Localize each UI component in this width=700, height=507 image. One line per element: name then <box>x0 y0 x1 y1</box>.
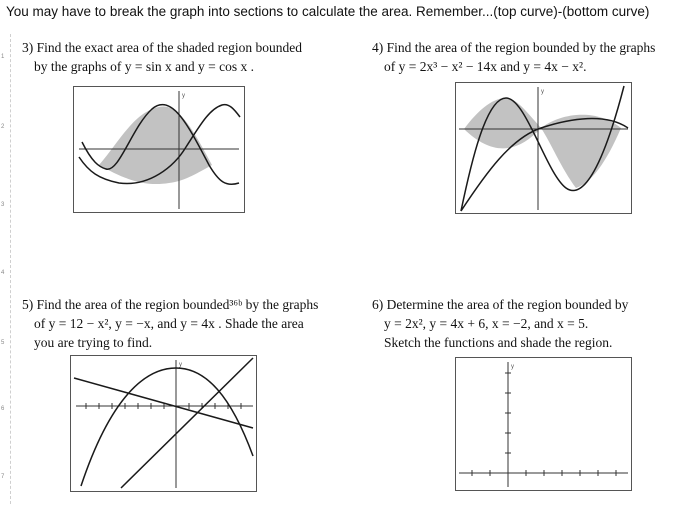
axis-label-y: y <box>179 362 182 368</box>
problem-line: you are trying to find. <box>34 335 153 350</box>
problem-3-graph <box>73 86 245 213</box>
problem-line: of y = 12 − x², y = −x, and y = 4x . Shade the area <box>34 316 304 331</box>
problem-line: of y = 2x³ − x² − 14x and y = 4x − x². <box>384 59 587 74</box>
problem-6-text <box>372 295 628 352</box>
problem-4-graph <box>455 82 632 214</box>
ruler-mark: 3 <box>1 202 5 208</box>
problem-line: Find the area of the region bounded by the graphs <box>386 40 656 55</box>
problem-5-graph <box>70 355 257 492</box>
ruler-mark: 1 <box>1 54 5 60</box>
problem-6-graph <box>455 357 632 491</box>
parabola-curve <box>81 368 253 486</box>
problem-number: 6) <box>372 297 384 312</box>
instruction-banner: You may have to break the graph into sections to calculate the area. Remember...(top curve)-(bottom curve) <box>6 4 650 19</box>
axis-label-y: y <box>541 89 544 95</box>
problem-line: Determine the area of the region bounded by <box>386 297 629 312</box>
problem-number: 3) <box>22 40 34 55</box>
ruler-mark: 7 <box>1 474 5 480</box>
problem-line: y = 2x², y = 4x + 6, x = −2, and x = 5. <box>384 316 589 331</box>
problem-4-text <box>372 38 655 76</box>
page-ruler <box>0 34 11 504</box>
shaded-region-right <box>541 115 621 188</box>
line-neg-x <box>74 378 253 428</box>
ruler-mark: 2 <box>1 124 5 130</box>
ruler-mark: 4 <box>1 270 5 276</box>
problem-line: Sketch the functions and shade the region. <box>384 335 613 350</box>
problem-line: by the graphs of y = sin x and y = cos x . <box>34 59 254 74</box>
shaded-region <box>99 106 212 184</box>
axis-label-y: y <box>182 93 185 99</box>
problem-line: Find the area of the region bounded³⁶ᵇ by the graphs <box>36 297 319 312</box>
axis-label-y: y <box>511 364 514 370</box>
problem-number: 4) <box>372 40 384 55</box>
problem-5-text <box>22 295 318 352</box>
ruler-mark: 6 <box>1 406 5 412</box>
problem-line: Find the exact area of the shaded region bounded <box>36 40 303 55</box>
problem-number: 5) <box>22 297 34 312</box>
ruler-mark: 5 <box>1 340 5 346</box>
problem-3-text <box>22 38 302 76</box>
